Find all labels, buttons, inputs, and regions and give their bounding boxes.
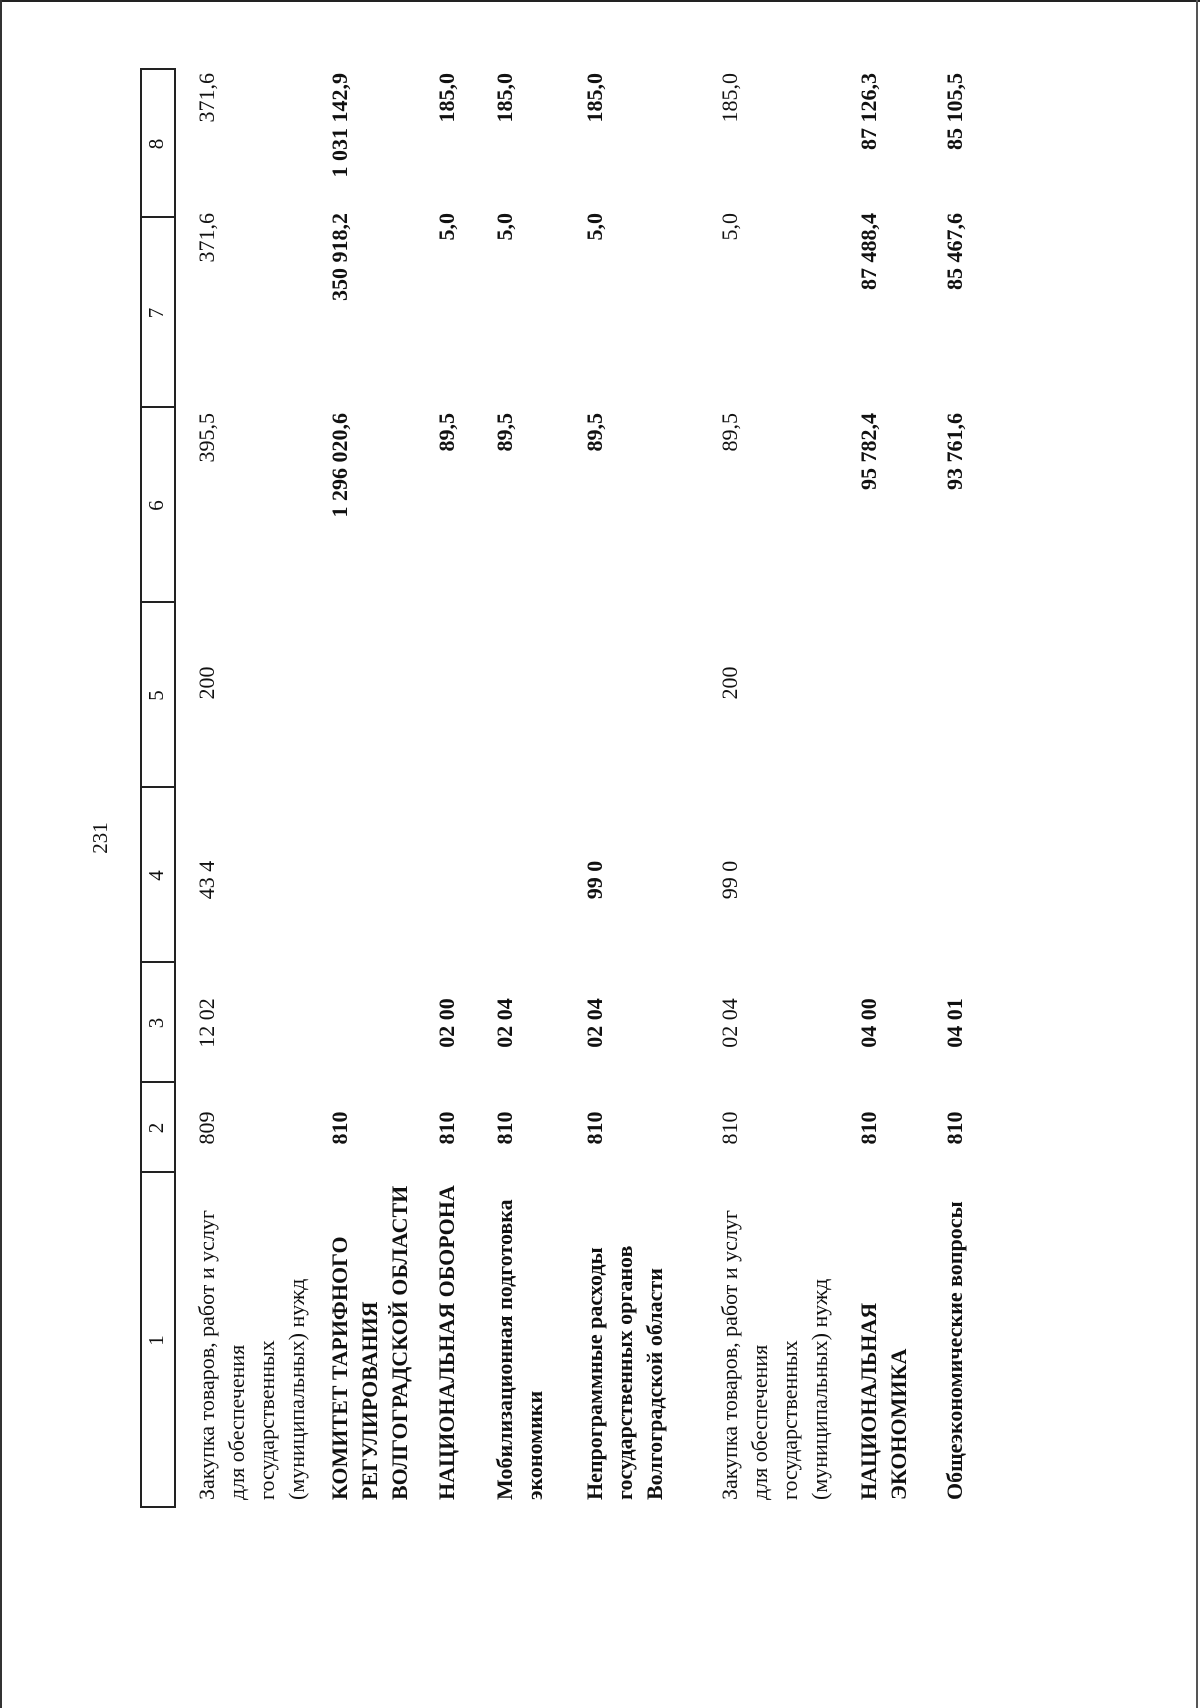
cell-c8: 87 126,3 xyxy=(856,73,881,150)
cell-c3: 04 01 xyxy=(942,998,967,1048)
cell-c6: 89,5 xyxy=(492,413,517,452)
cell-c6: 89,5 xyxy=(582,413,607,452)
cell-c6: 1 296 020,6 xyxy=(327,413,352,518)
cell-c2: 810 xyxy=(492,1111,517,1145)
cell-c7: 350 918,2 xyxy=(327,213,352,301)
col-header: 8 xyxy=(144,138,168,150)
col-header: 6 xyxy=(144,500,168,511)
cell-c8: 185,0 xyxy=(717,73,742,123)
col-header: 5 xyxy=(144,690,168,701)
cell-c3: 02 04 xyxy=(582,998,607,1048)
cell-c7: 5,0 xyxy=(492,213,517,241)
cell-c7: 371,6 xyxy=(194,213,219,263)
row-name: Общеэкономические вопросы xyxy=(942,1201,967,1500)
cell-c7: 5,0 xyxy=(582,213,607,241)
cell-c3: 04 00 xyxy=(856,998,881,1048)
cell-c6: 395,5 xyxy=(194,413,219,463)
row-name: Закупка товаров, работ и услуг для обеспечения государственных (муниципальных) нужд xyxy=(194,1210,309,1500)
cell-c4: 99 0 xyxy=(717,860,742,900)
row-name: НАЦИОНАЛЬНАЯ ОБОРОНА xyxy=(434,1185,459,1500)
col-header: 2 xyxy=(144,1122,168,1134)
row-name: Закупка товаров, работ и услуг для обеспечения государственных (муниципальных) нужд xyxy=(717,1210,832,1500)
table-top-rule xyxy=(140,68,142,1508)
cell-c7: 5,0 xyxy=(717,213,742,241)
table-header-rule xyxy=(174,68,176,1508)
cell-c3: 02 00 xyxy=(434,998,459,1048)
cell-c8: 85 105,5 xyxy=(942,73,967,150)
cell-c3: 02 04 xyxy=(492,998,517,1048)
col-header: 3 xyxy=(144,1017,168,1029)
cell-c6: 89,5 xyxy=(434,413,459,452)
row-name: КОМИТЕТ ТАРИФНОГО РЕГУЛИРОВАНИЯ ВОЛГОГРАДСКОЙ ОБЛАСТИ xyxy=(327,1185,412,1500)
cell-c7: 5,0 xyxy=(434,213,459,241)
cell-c2: 810 xyxy=(582,1111,607,1145)
cell-c2: 810 xyxy=(434,1111,459,1145)
cell-c2: 810 xyxy=(717,1111,742,1145)
cell-c6: 89,5 xyxy=(717,413,742,452)
cell-c8: 185,0 xyxy=(582,73,607,123)
row-name: НАЦИОНАЛЬНАЯ ЭКОНОМИКА xyxy=(856,1302,911,1500)
cell-c6: 95 782,4 xyxy=(856,413,881,490)
cell-c3: 12 02 xyxy=(194,998,219,1048)
cell-c8: 1 031 142,9 xyxy=(327,73,352,178)
cell-c8: 371,6 xyxy=(194,73,219,123)
col-header: 7 xyxy=(144,307,168,319)
col-header: 4 xyxy=(144,870,168,881)
cell-c2: 810 xyxy=(327,1111,352,1145)
cell-c5: 200 xyxy=(717,666,742,700)
cell-c4: 43 4 xyxy=(194,860,219,900)
cell-c2: 809 xyxy=(194,1111,219,1145)
cell-c8: 185,0 xyxy=(434,73,459,123)
cell-c3: 02 04 xyxy=(717,998,742,1048)
col-header: 1 xyxy=(144,1335,168,1346)
cell-c2: 810 xyxy=(942,1111,967,1145)
page-number: 231 xyxy=(88,822,112,854)
cell-c7: 85 467,6 xyxy=(942,213,967,290)
cell-c2: 810 xyxy=(856,1111,881,1145)
cell-c5: 200 xyxy=(194,666,219,700)
cell-c7: 87 488,4 xyxy=(856,213,881,290)
row-name: Мобилизационная подготовка экономики xyxy=(492,1199,547,1500)
cell-c6: 93 761,6 xyxy=(942,413,967,490)
cell-c8: 185,0 xyxy=(492,73,517,123)
row-name: Непрограммные расходы государственных органов Волгоградской области xyxy=(582,1245,667,1500)
cell-c4: 99 0 xyxy=(582,860,607,900)
